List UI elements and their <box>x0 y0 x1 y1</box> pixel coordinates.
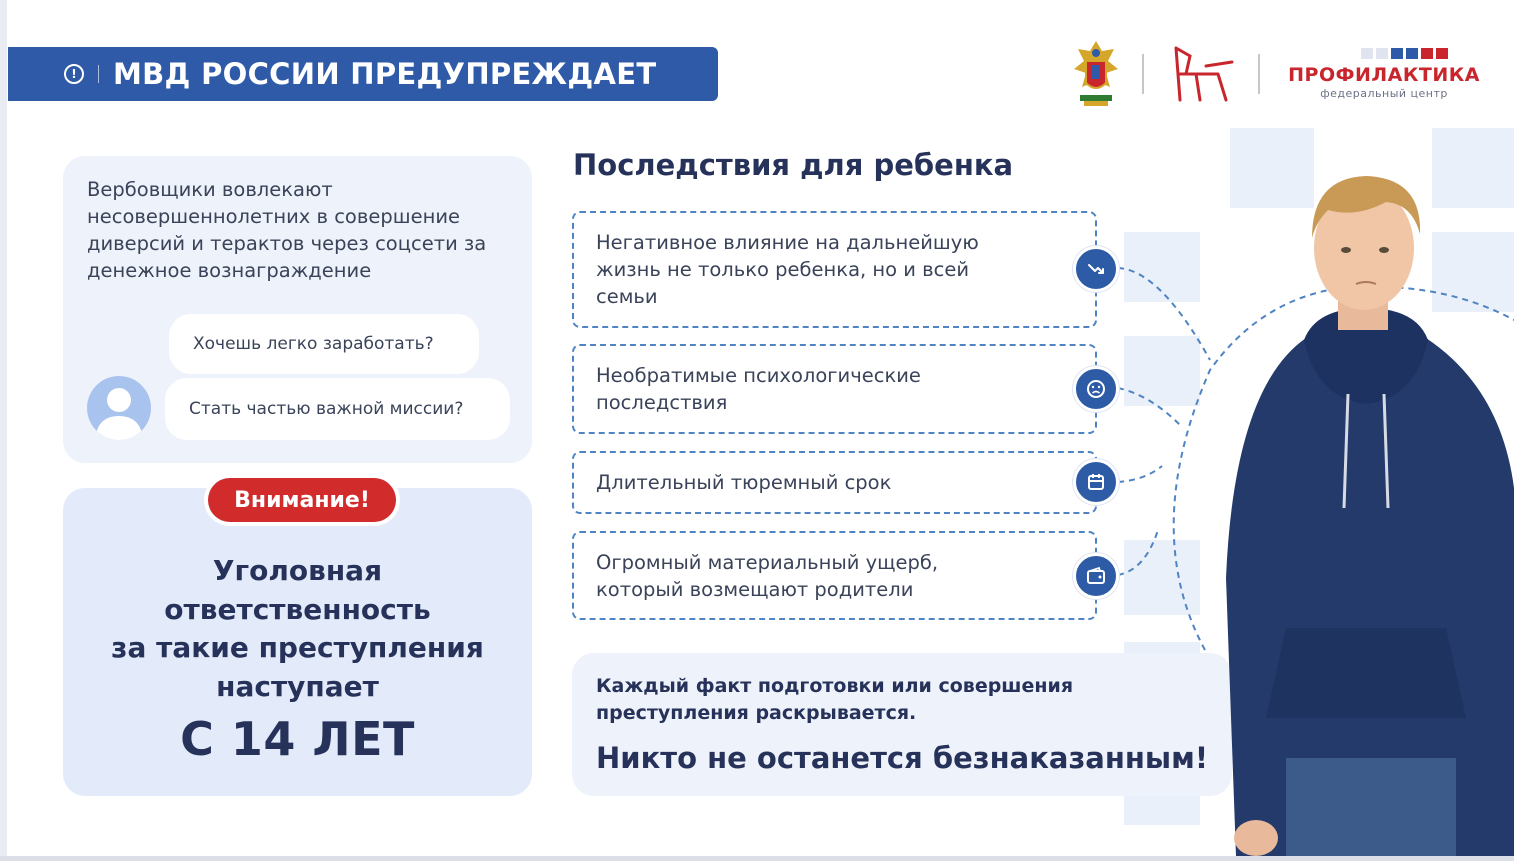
alert-circle-icon: ! <box>64 64 84 84</box>
avatar <box>87 376 151 440</box>
warning-line: ответственность <box>164 592 431 626</box>
logo-subtitle: федеральный центр <box>1320 87 1448 100</box>
banner-title: МВД РОССИИ ПРЕДУПРЕЖДАЕТ <box>113 57 657 91</box>
bottom-edge <box>0 856 1514 861</box>
consequence-item <box>572 344 1097 434</box>
header-banner <box>8 47 718 101</box>
calendar-icon <box>1073 459 1119 505</box>
notice-card <box>572 653 1232 796</box>
recruiters-card <box>63 156 532 463</box>
warning-badge <box>204 474 400 526</box>
warning-age: С 14 ЛЕТ <box>180 712 415 766</box>
chair-logo-icon <box>1166 44 1236 104</box>
notice-slogan: Никто не останется безнаказанным! <box>596 741 1209 775</box>
logo-name: ПРОФИЛАКТИКА <box>1288 64 1480 86</box>
warning-badge-label: Внимание! <box>208 478 396 522</box>
consequence-text: Огромный материальный ущерб, который возмещают родители <box>596 550 939 601</box>
user-icon <box>87 376 151 440</box>
notice-text: Каждый факт подготовки или совершения преступления раскрывается. <box>596 675 1074 724</box>
recruiters-text: Вербовщики вовлекают несовершеннолетних в совершение диверсий и терактов через соцсети за денежное вознаграждение <box>87 178 487 282</box>
warning-card <box>63 488 532 796</box>
profilaktika-logo <box>1288 48 1480 100</box>
consequence-item <box>572 531 1097 620</box>
mvd-emblem-icon <box>1072 39 1120 109</box>
wallet-icon <box>1073 553 1119 599</box>
consequences-title: Последствия для ребенка <box>573 148 1014 182</box>
warning-line: Уголовная <box>212 554 383 587</box>
logo-squares <box>1361 48 1448 59</box>
warning-text <box>63 552 532 706</box>
logo-divider <box>1258 54 1260 94</box>
logo-group <box>1072 38 1480 110</box>
trend-down-icon <box>1073 246 1119 292</box>
consequence-text: Негативное влияние на дальнейшую жизнь не только ребенка, но и всей семьи <box>596 231 979 308</box>
left-edge <box>0 0 7 861</box>
warning-line: за такие преступления <box>111 631 484 664</box>
chat-bubble: Хочешь легко заработать? <box>169 314 479 374</box>
teenager-photo <box>1216 158 1514 856</box>
warning-line: наступает <box>216 669 379 703</box>
logo-divider <box>1142 54 1144 94</box>
consequence-item <box>572 211 1097 328</box>
consequence-text: Длительный тюремный срок <box>596 471 892 494</box>
consequence-item <box>572 451 1097 514</box>
chat-bubble: Стать частью важной миссии? <box>165 378 510 440</box>
banner-separator <box>98 65 99 83</box>
consequence-text: Необратимые психологические последствия <box>596 364 921 414</box>
sad-face-icon <box>1073 366 1119 412</box>
